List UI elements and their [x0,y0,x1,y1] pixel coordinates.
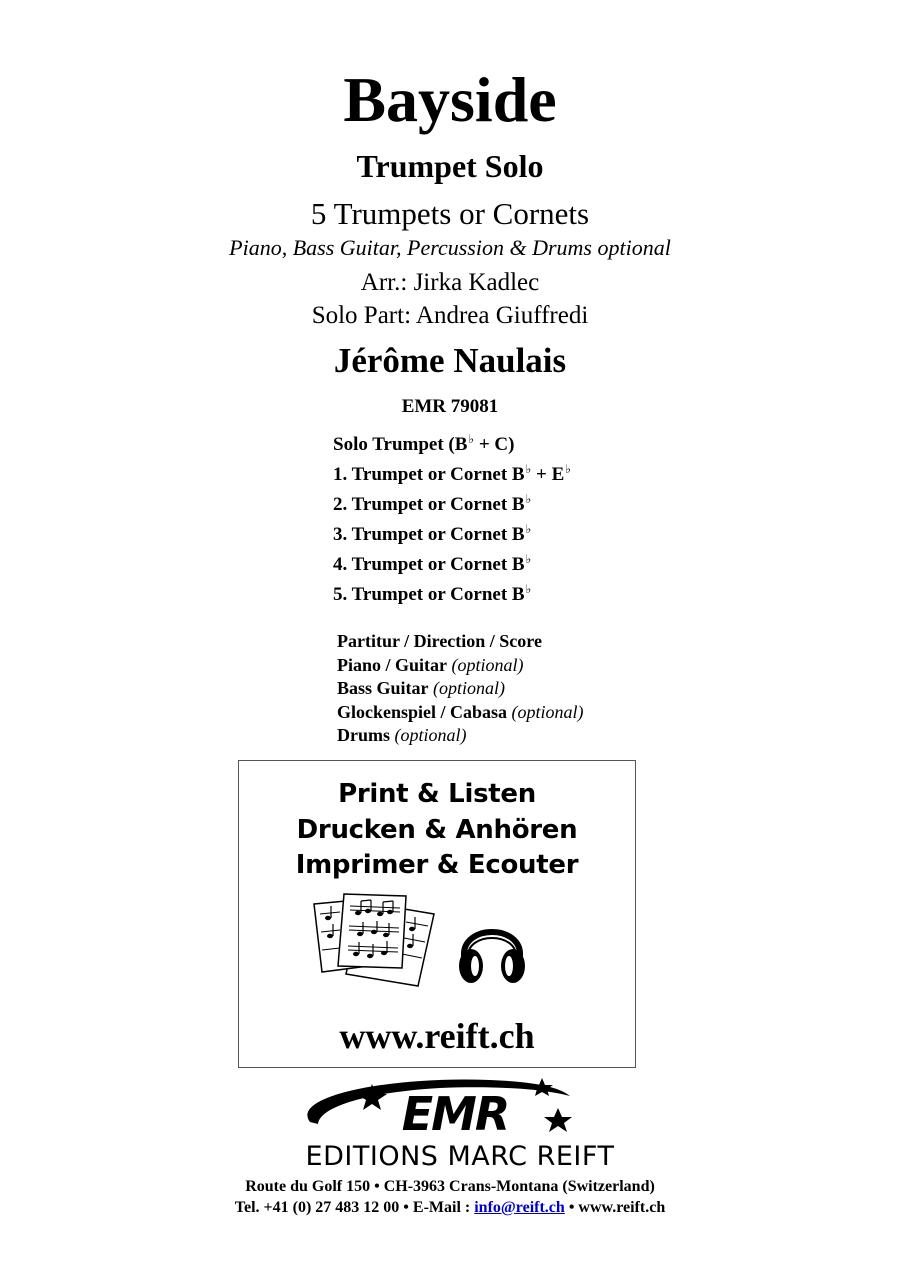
promo-line-fr: Imprimer & Ecouter [295,850,579,880]
catalog-number: EMR 79081 [401,396,499,417]
promo-line-en: Print & Listen [338,779,536,809]
emr-logo [240,1074,680,1170]
optional-instruments: Piano, Bass Guitar, Percussion & Drums optional [229,235,671,260]
extra-item: Glockenspiel / Cabasa (optional) [337,701,584,722]
email-link[interactable]: info@reift.ch [474,1199,565,1216]
instrumentation: 5 Trumpets or Cornets [310,196,590,231]
part-item: Solo Trumpet (B♭ + C) [333,432,515,455]
part-item: 2. Trumpet or Cornet B♭ [333,492,532,515]
logo-mark: EMR [401,1087,509,1141]
parts-list [333,424,571,604]
extra-item: Bass Guitar (optional) [337,678,506,698]
extra-item: Piano / Guitar (optional) [337,654,524,675]
promo-line-de: Drucken & Anhören [296,815,578,845]
promo-url[interactable]: www.reift.ch [339,1016,535,1056]
extra-item: Partitur / Direction / Score [337,631,542,651]
sheet-music-icon [310,892,442,988]
part-item: 5. Trumpet or Cornet B♭ [333,582,532,605]
extras-list [337,630,584,748]
part-item: 1. Trumpet or Cornet B♭ + E♭ [333,462,571,485]
arranger: Arr.: Jirka Kadlec [360,269,540,296]
publisher-address: Route du Golf 150 • CH-3963 Crans-Montana (Switzerland) [245,1178,655,1195]
logo-name: EDITIONS MARC REIFT [305,1141,615,1170]
part-item: 4. Trumpet or Cornet B♭ [333,552,532,575]
headphones-icon [456,910,528,986]
piece-title: Bayside [343,64,557,135]
extra-item: Drums (optional) [337,725,467,745]
part-item: 3. Trumpet or Cornet B♭ [333,522,532,545]
publisher-contact: Tel. +41 (0) 27 483 12 00 • E-Mail : info@reift.ch • www.reift.ch [234,1199,666,1216]
solo-part: Solo Part: Andrea Giuffredi [311,302,589,329]
composer: Jérôme Naulais [333,341,567,380]
piece-subtitle: Trumpet Solo [356,148,544,184]
